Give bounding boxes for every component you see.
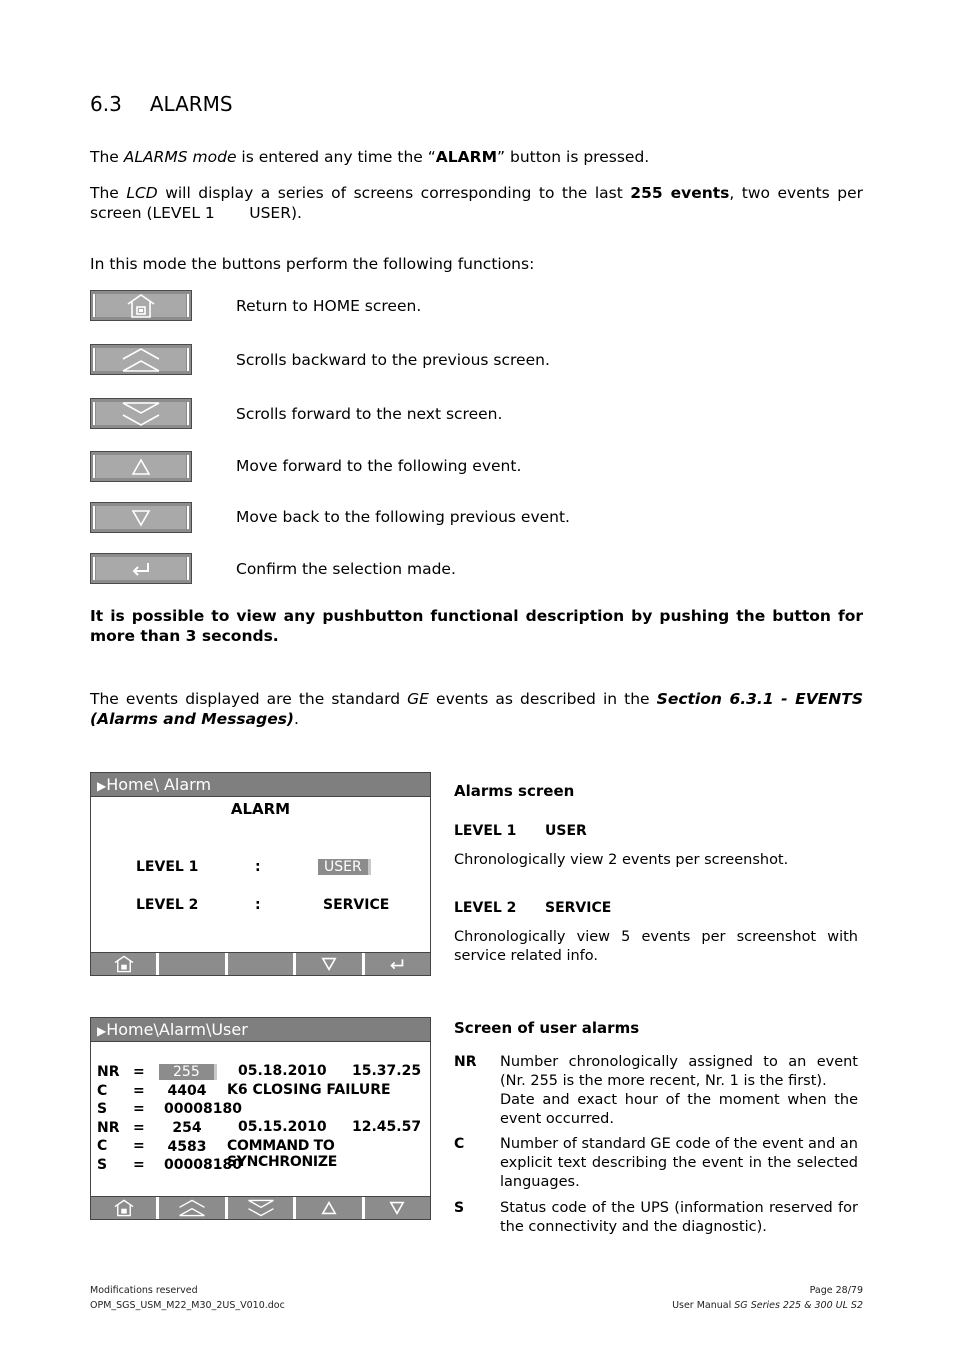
footer-right: Page 28/79 User Manual SG Series 225 & 300 UL S2 [672,1285,863,1311]
down-triangle-icon [131,509,151,527]
lcd-softkey-bar [91,952,430,975]
definition-s: Status code of the UPS (information reserved for the connectivity and the diagnostic). [500,1200,858,1235]
page-down-icon [121,401,161,427]
intro-paragraph-1: The ALARMS mode is entered any time the “ALARM” button is pressed. [90,148,650,166]
softkey-down[interactable] [296,953,364,975]
status-code: 00008180 [164,1157,242,1173]
page-up-icon [121,347,161,373]
page-down-button [90,398,192,429]
lcd-header: ▶Home\Alarm\User [91,1018,430,1042]
softkey-blank[interactable] [228,953,296,975]
button-desc: Return to HOME screen. [236,297,422,315]
page-down-icon [246,1199,276,1217]
enter-icon [130,560,152,578]
home-icon [126,293,156,319]
pushbutton-note: It is possible to view any pushbutton functional description by pushing the button for more than 3 seconds. [90,607,863,645]
up-triangle-icon [321,1201,337,1215]
up-button [90,451,192,482]
event-values: 255 4404 [159,1063,215,1100]
term-c: C [454,1136,465,1152]
lcd-title: ALARM [230,800,291,818]
lcd-softkey-bar [91,1196,430,1219]
enter-button [90,553,192,584]
down-button [90,502,192,533]
softkey-home[interactable] [91,1197,159,1219]
level-1-label: LEVEL 1 [136,859,199,875]
page-up-icon [177,1199,207,1217]
page-up-button [90,344,192,375]
events-paragraph: The events displayed are the standard GE events as described in the Section 6.3.1 - EVENTS (Alarms and Messages). [90,690,864,728]
definition-nr: Number chronologically assigned to an event (Nr. 255 is the more recent, Nr. 1 is the first). Date and exact hour of the moment when the event occurred. [500,1054,858,1127]
event-equals: = = = = = = [133,1064,145,1173]
lcd-header: ▶Home\ Alarm [91,773,430,797]
intro-paragraph-2: The LCD will display a series of screens corresponding to the last 255 events, two events per screen (LEVEL 1 USER). [90,184,863,222]
softkey-home[interactable] [91,953,159,975]
home-button [90,290,192,321]
footer-left: Modifications reserved OPM_SGS_USM_M22_M30_2US_V010.doc [90,1285,285,1311]
event-text: COMMAND TO SYNCHRONIZE [227,1138,337,1170]
home-icon [113,955,135,973]
down-triangle-icon [389,1201,405,1215]
up-triangle-icon [131,458,151,476]
button-desc: Move forward to the following event. [236,457,522,475]
home-icon [113,1199,135,1217]
softkey-up[interactable] [296,1197,364,1219]
level-2-term: LEVEL 2 [454,900,517,916]
event-date: 05.18.2010 [238,1063,327,1079]
softkey-page-up[interactable] [159,1197,227,1219]
level-2-sep: : [255,897,261,913]
definition-c: Number of standard GE code of the event and an explicit text describing the event in the selected languages. [500,1136,858,1190]
user-alarms-lcd-screen [90,1017,431,1220]
selected-event-number[interactable]: 255 [159,1064,217,1080]
term-nr: NR [454,1054,477,1070]
alarms-screen-title: Alarms screen [454,782,575,800]
softkey-blank[interactable] [159,953,227,975]
level-1-description: Chronologically view 2 events per screenshot. [454,852,789,868]
intro-paragraph-3: In this mode the buttons perform the following functions: [90,255,535,273]
event-time: 15.37.25 [352,1063,422,1079]
section-heading [90,92,233,116]
event-time: 12.45.57 [352,1119,422,1135]
event-keys: NR C S NR C S [97,1064,120,1173]
level-1-sep: : [255,859,261,875]
status-code: 00008180 [164,1101,242,1117]
level-1-value-selected[interactable]: USER [318,859,371,875]
level-2-term-value: SERVICE [545,900,612,916]
softkey-enter[interactable] [365,953,430,975]
level-2-label: LEVEL 2 [136,897,199,913]
term-s: S [454,1200,465,1216]
level-1-term: LEVEL 1 [454,823,517,839]
section-number: 6.3 [90,92,122,116]
button-desc: Confirm the selection made. [236,560,456,578]
button-desc: Move back to the following previous event. [236,508,570,526]
alarm-lcd-screen [90,772,431,976]
user-alarms-title: Screen of user alarms [454,1019,640,1037]
section-title: ALARMS [149,92,233,116]
event-values-2: 254 4583 [167,1120,207,1155]
arrow-right-icon: ▶ [97,1024,107,1038]
level-2-value[interactable]: SERVICE [323,897,390,913]
level-2-description: Chronologically view 5 events per screenshot with service related info. [454,929,858,964]
button-desc: Scrolls backward to the previous screen. [236,351,550,369]
event-date: 05.15.2010 [238,1119,327,1135]
softkey-down[interactable] [365,1197,430,1219]
event-text: K6 CLOSING FAILURE [227,1082,391,1098]
enter-icon [388,957,406,971]
softkey-page-down[interactable] [228,1197,296,1219]
level-1-term-value: USER [545,823,587,839]
down-triangle-icon [321,957,337,971]
button-desc: Scrolls forward to the next screen. [236,405,503,423]
arrow-right-icon: ▶ [97,779,107,793]
